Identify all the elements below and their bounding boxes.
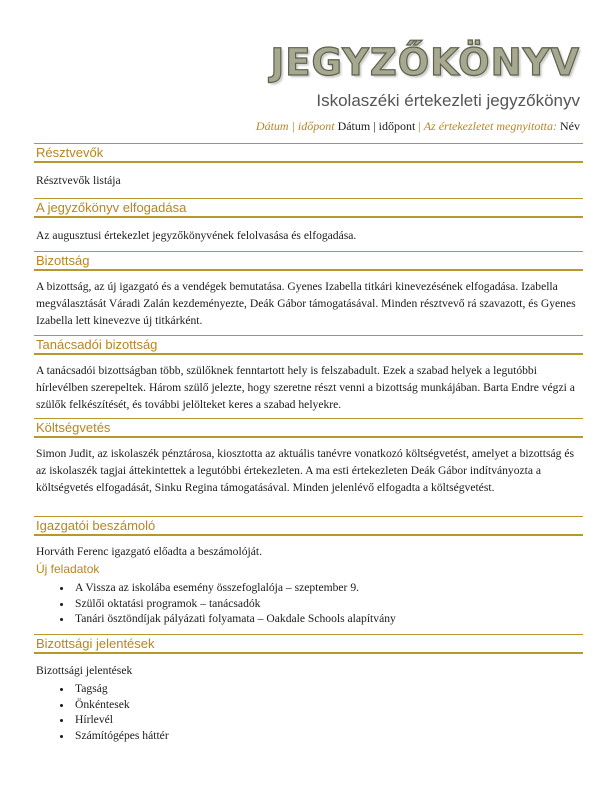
new-tasks-list <box>36 580 396 627</box>
list-item: • Önkéntesek <box>73 697 169 713</box>
facilitator-value: Név <box>560 119 580 133</box>
list-item: • Szülői oktatási programok – tanácsadók <box>73 596 396 612</box>
approval-text: Az augusztusi értekezlet jegyzőkönyvének felolvasása és elfogadása. <box>36 229 357 242</box>
reports-text: Bizottsági jelentések <box>36 664 133 677</box>
section-heading-committee: Bizottság <box>34 251 583 271</box>
list-item: • Hírlevél <box>73 712 169 728</box>
section-heading-reports: Bizottsági jelentések <box>34 634 583 654</box>
date-label: Dátum | időpont <box>255 119 335 133</box>
list-item: • Tanári ösztöndíjak pályázati folyamata – Oakdale Schools alapítvány <box>73 611 396 627</box>
advisory-text: A tanácsadói bizottságban több, szülőknek fenntartott hely is felszabadult. Ezek a szabad helyek a legutóbbi hírlevélben szerepeltek. Három szülő jelezte, hogy szeretne részt venni a bizottság munkájában. Barta Endre végzi a szülők felkészítését, és további jelölteket keres a szabad helyekre. <box>36 364 575 411</box>
section-heading-budget: Költségvetés <box>34 418 583 438</box>
facilitator-label: Az értekezletet megnyitotta: <box>423 119 557 133</box>
attendees-text: Résztvevők listája <box>36 174 121 187</box>
list-item: • Számítógépes háttér <box>73 728 169 744</box>
section-heading-principal: Igazgatói beszámoló <box>34 516 583 536</box>
meta-separator: | <box>418 119 421 133</box>
list-item: • A Vissza az iskolába esemény összefoglalója – szeptember 9. <box>73 580 396 596</box>
budget-text: Simon Judit, az iskolaszék pénztárosa, kiosztotta az aktuális tanévre vonatkozó költségvetést, amelyet a bizottság és az iskolaszék tagjai áttekintettek a legutóbbi értekezleten. A ma esti értekezleten Deák Gábor indítványozta a költségvetés elfogadását, Sinku Regina támogatásával. Minden jelenlévő elfogadta a költségvetést. <box>36 447 574 494</box>
list-item: • Tagság <box>73 681 169 697</box>
date-value: Dátum | időpont <box>337 119 416 133</box>
section-heading-attendees: Résztvevők <box>34 143 583 163</box>
section-heading-advisory: Tanácsadói bizottság <box>34 335 583 355</box>
document-title: JEGYZŐKÖNYV <box>270 41 580 84</box>
section-heading-approval: A jegyzőkönyv elfogadása <box>34 198 583 218</box>
committee-text: A bizottság, az új igazgató és a vendégek bemutatása. Gyenes Izabella titkári kinevezésének elfogadása. Izabella megválasztását Váradi Zalán kezdeményezte, Deák Gábor támogatásával. Minden résztvevő rá szavazott, és Gyenes Izabella lett kinevezve új titkárként. <box>36 280 576 327</box>
document-subtitle: Iskolaszéki értekezleti jegyzőkönyv <box>316 91 580 110</box>
meeting-meta <box>256 119 580 134</box>
new-tasks-subheading: Új feladatok <box>36 562 100 576</box>
principal-text: Horváth Ferenc igazgató előadta a beszámolóját. <box>36 545 262 558</box>
reports-list <box>36 681 169 743</box>
